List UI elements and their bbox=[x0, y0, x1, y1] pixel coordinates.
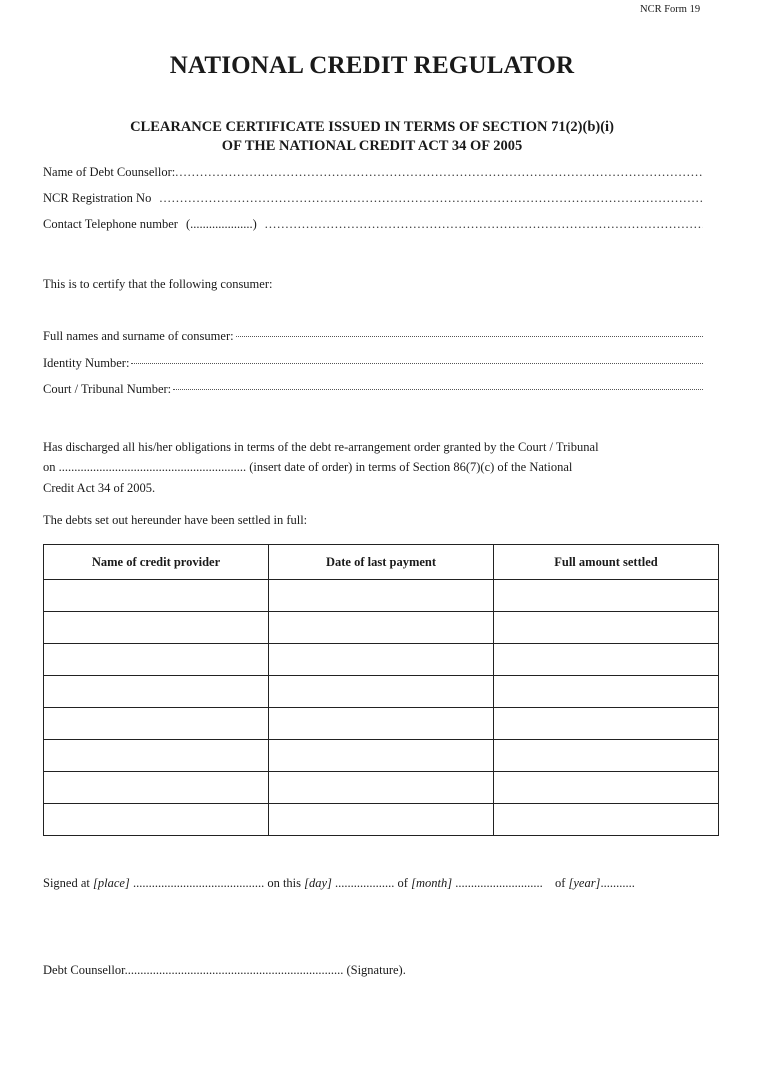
debt-counsellor-name-field[interactable] bbox=[43, 165, 703, 180]
table-header-row bbox=[44, 545, 719, 580]
form-number: NCR Form 19 bbox=[640, 4, 701, 15]
signature-label: (Signature). bbox=[346, 963, 406, 977]
column-header-date-last-payment: Date of last payment bbox=[269, 545, 494, 580]
contact-telephone-field[interactable] bbox=[43, 217, 703, 232]
signed-at-line bbox=[43, 876, 725, 891]
month-field[interactable]: ............................ bbox=[455, 876, 543, 890]
day-field[interactable]: ................... bbox=[335, 876, 395, 890]
debt-counsellor-label: Debt Counsellor bbox=[43, 963, 125, 977]
on-this-label: on this bbox=[267, 876, 301, 890]
of-label: of bbox=[554, 876, 566, 890]
telephone-area-code: (....................) bbox=[185, 217, 257, 231]
dotted-fill-line bbox=[159, 191, 703, 206]
amount-settled-cell[interactable] bbox=[494, 580, 719, 612]
place-field[interactable]: .......................................... bbox=[132, 876, 265, 890]
identity-number-label: Identity Number: bbox=[43, 356, 130, 370]
table-row bbox=[44, 580, 719, 612]
discharge-line-3: Credit Act 34 of 2005. bbox=[43, 481, 156, 495]
credit-provider-cell[interactable] bbox=[44, 580, 269, 612]
dotted-fill-line bbox=[173, 388, 703, 390]
date-last-payment-cell[interactable] bbox=[269, 708, 494, 740]
date-last-payment-cell[interactable] bbox=[269, 612, 494, 644]
subtitle-line-2: OF THE NATIONAL CREDIT ACT 34 OF 2005 bbox=[221, 138, 523, 154]
dotted-fill-line bbox=[131, 362, 703, 364]
credit-provider-cell[interactable] bbox=[44, 804, 269, 836]
credit-provider-cell[interactable] bbox=[44, 772, 269, 804]
signed-at-label: Signed at bbox=[43, 876, 90, 890]
date-last-payment-cell[interactable] bbox=[269, 580, 494, 612]
discharge-line-2 bbox=[43, 460, 572, 475]
credit-provider-cell[interactable] bbox=[44, 644, 269, 676]
court-tribunal-number-field[interactable] bbox=[43, 382, 703, 397]
year-field[interactable]: ........... bbox=[600, 876, 635, 890]
consumer-full-names-field[interactable] bbox=[43, 329, 703, 344]
credit-provider-cell[interactable] bbox=[44, 612, 269, 644]
month-placeholder: [month] bbox=[411, 876, 453, 890]
date-last-payment-cell[interactable] bbox=[269, 772, 494, 804]
discharge-line-1: Has discharged all his/her obligations in terms of the debt re-arrangement order granted by the Court / Tribunal bbox=[43, 440, 599, 454]
subtitle-line-1: CLEARANCE CERTIFICATE ISSUED IN TERMS OF SECTION 71(2)(b)(i) bbox=[130, 119, 614, 135]
date-last-payment-cell[interactable] bbox=[269, 740, 494, 772]
place-placeholder: [place] bbox=[93, 876, 130, 890]
page-title: NATIONAL CREDIT REGULATOR bbox=[169, 52, 575, 79]
credit-provider-cell[interactable] bbox=[44, 740, 269, 772]
year-placeholder: [year] bbox=[568, 876, 601, 890]
debts-table bbox=[43, 544, 719, 836]
amount-settled-cell[interactable] bbox=[494, 772, 719, 804]
table-row bbox=[44, 804, 719, 836]
identity-number-field[interactable] bbox=[43, 356, 703, 371]
debts-intro: The debts set out hereunder have been settled in full: bbox=[43, 513, 308, 527]
ncr-registration-label: NCR Registration No bbox=[43, 191, 152, 205]
amount-settled-cell[interactable] bbox=[494, 708, 719, 740]
debt-counsellor-name-label: Name of Debt Counsellor: bbox=[43, 165, 176, 179]
date-last-payment-cell[interactable] bbox=[269, 644, 494, 676]
dotted-fill-line bbox=[236, 335, 703, 337]
amount-settled-cell[interactable] bbox=[494, 740, 719, 772]
of-label: of bbox=[397, 876, 408, 890]
amount-settled-cell[interactable] bbox=[494, 804, 719, 836]
ncr-registration-field[interactable] bbox=[43, 191, 703, 206]
credit-provider-cell[interactable] bbox=[44, 708, 269, 740]
order-date-field[interactable]: ............................................................ bbox=[58, 460, 247, 474]
date-last-payment-cell[interactable] bbox=[269, 676, 494, 708]
dotted-fill-line bbox=[265, 217, 703, 232]
signature-field[interactable]: ...................................................................... bbox=[124, 963, 344, 977]
table-row bbox=[44, 644, 719, 676]
date-last-payment-cell[interactable] bbox=[269, 804, 494, 836]
table-row bbox=[44, 772, 719, 804]
dotted-fill-line bbox=[175, 165, 703, 180]
discharge-on-label: on bbox=[43, 460, 56, 474]
debt-counsellor-signature-line bbox=[43, 963, 483, 978]
credit-provider-cell[interactable] bbox=[44, 676, 269, 708]
consumer-full-names-label: Full names and surname of consumer: bbox=[43, 329, 234, 343]
table-row bbox=[44, 740, 719, 772]
column-header-amount-settled: Full amount settled bbox=[494, 545, 719, 580]
table-row bbox=[44, 612, 719, 644]
amount-settled-cell[interactable] bbox=[494, 676, 719, 708]
table-row bbox=[44, 676, 719, 708]
court-tribunal-number-label: Court / Tribunal Number: bbox=[43, 382, 172, 396]
table-body bbox=[44, 580, 719, 836]
amount-settled-cell[interactable] bbox=[494, 644, 719, 676]
day-placeholder: [day] bbox=[304, 876, 332, 890]
discharge-line-2-suffix: (insert date of order) in terms of Section 86(7)(c) of the National bbox=[249, 460, 573, 474]
column-header-credit-provider: Name of credit provider bbox=[44, 545, 269, 580]
amount-settled-cell[interactable] bbox=[494, 612, 719, 644]
table-row bbox=[44, 708, 719, 740]
certify-text: This is to certify that the following consumer: bbox=[43, 277, 273, 291]
contact-telephone-label: Contact Telephone number bbox=[43, 217, 178, 231]
